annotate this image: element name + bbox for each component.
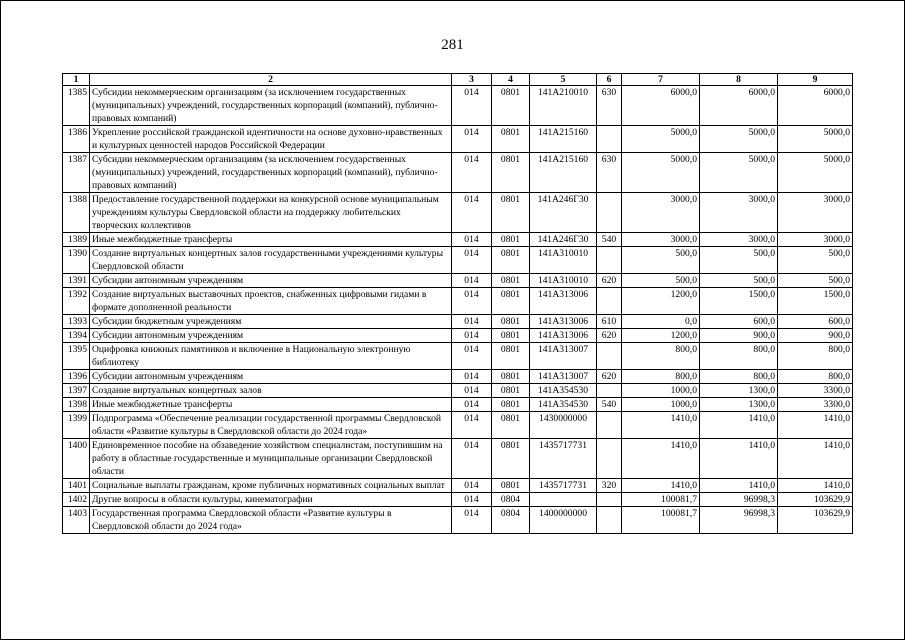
row-number-cell: 1389 [63, 233, 90, 247]
target-article-cell: 1400000000 [530, 507, 597, 534]
row-name-cell: Субсидии некоммерческим организациям (за исключением государственных (муниципальных) учреждений, государственных корпораций (компаний), публично-правовых компаний) [90, 86, 452, 126]
table-row [63, 193, 853, 233]
row-name-cell: Укрепление российской гражданской идентичности на основе духовно-нравственных и культурных ценностей народов Российской Федерации [90, 126, 452, 153]
amount-year-3-cell: 3000,0 [778, 233, 853, 247]
expense-type-cell: 540 [597, 233, 622, 247]
row-number-cell: 1399 [63, 412, 90, 439]
expense-type-cell [597, 507, 622, 534]
target-article-cell: 1435717731 [530, 479, 597, 493]
target-article-cell [530, 493, 597, 507]
section-code-cell: 0801 [492, 479, 530, 493]
header-col-9: 9 [778, 74, 853, 86]
amount-year-3-cell: 500,0 [778, 274, 853, 288]
section-code-cell: 0801 [492, 439, 530, 479]
amount-year-2-cell: 800,0 [700, 370, 778, 384]
section-code-cell: 0801 [492, 126, 530, 153]
amount-year-3-cell: 1500,0 [778, 288, 853, 315]
row-name-cell: Единовременное пособие на обзаведение хозяйством специалистам, поступившим на работу в областные государственные и муниципальные организации Свердловской области [90, 439, 452, 479]
row-number-cell: 1397 [63, 384, 90, 398]
amount-year-3-cell: 3300,0 [778, 398, 853, 412]
target-article-cell: 141А215160 [530, 153, 597, 193]
expense-type-cell: 620 [597, 370, 622, 384]
section-code-cell: 0801 [492, 370, 530, 384]
ministry-code-cell: 014 [452, 233, 492, 247]
amount-year-3-cell: 1410,0 [778, 479, 853, 493]
ministry-code-cell: 014 [452, 398, 492, 412]
amount-year-1-cell: 0,0 [622, 315, 700, 329]
target-article-cell: 141А313006 [530, 315, 597, 329]
amount-year-2-cell: 1410,0 [700, 439, 778, 479]
row-name-cell: Предоставление государственной поддержки на конкурсной основе муниципальным учреждениям культуры Свердловской области на поддержку любительских творческих коллективов [90, 193, 452, 233]
row-number-cell: 1402 [63, 493, 90, 507]
amount-year-3-cell: 5000,0 [778, 153, 853, 193]
ministry-code-cell: 014 [452, 247, 492, 274]
ministry-code-cell: 014 [452, 507, 492, 534]
amount-year-1-cell: 100081,7 [622, 493, 700, 507]
section-code-cell: 0801 [492, 315, 530, 329]
target-article-cell: 1430000000 [530, 412, 597, 439]
amount-year-3-cell: 6000,0 [778, 86, 853, 126]
ministry-code-cell: 014 [452, 370, 492, 384]
table-row [63, 493, 853, 507]
target-article-cell: 141А246Г30 [530, 193, 597, 233]
amount-year-3-cell: 103629,9 [778, 493, 853, 507]
section-code-cell: 0804 [492, 507, 530, 534]
amount-year-1-cell: 800,0 [622, 343, 700, 370]
ministry-code-cell: 014 [452, 384, 492, 398]
amount-year-2-cell: 5000,0 [700, 126, 778, 153]
row-name-cell: Создание виртуальных концертных залов [90, 384, 452, 398]
amount-year-3-cell: 3000,0 [778, 193, 853, 233]
amount-year-2-cell: 600,0 [700, 315, 778, 329]
ministry-code-cell: 014 [452, 153, 492, 193]
target-article-cell: 141А310010 [530, 247, 597, 274]
row-number-cell: 1398 [63, 398, 90, 412]
amount-year-2-cell: 1500,0 [700, 288, 778, 315]
target-article-cell: 1435717731 [530, 439, 597, 479]
amount-year-2-cell: 3000,0 [700, 233, 778, 247]
table-row [63, 479, 853, 493]
amount-year-1-cell: 1000,0 [622, 398, 700, 412]
header-col-8: 8 [700, 74, 778, 86]
table-row [63, 384, 853, 398]
amount-year-1-cell: 1200,0 [622, 288, 700, 315]
row-number-cell: 1390 [63, 247, 90, 274]
row-name-cell: Другие вопросы в области культуры, кинематографии [90, 493, 452, 507]
row-name-cell: Субсидии автономным учреждениям [90, 274, 452, 288]
expense-type-cell: 320 [597, 479, 622, 493]
table-row [63, 329, 853, 343]
amount-year-1-cell: 1200,0 [622, 329, 700, 343]
target-article-cell: 141А246Г30 [530, 233, 597, 247]
table-body [63, 86, 853, 534]
header-col-3: 3 [452, 74, 492, 86]
ministry-code-cell: 014 [452, 329, 492, 343]
amount-year-1-cell: 5000,0 [622, 126, 700, 153]
amount-year-1-cell: 500,0 [622, 274, 700, 288]
section-code-cell: 0801 [492, 86, 530, 126]
header-col-1: 1 [63, 74, 90, 86]
row-name-cell: Государственная программа Свердловской области «Развитие культуры в Свердловской области до 2024 года» [90, 507, 452, 534]
amount-year-1-cell: 1410,0 [622, 412, 700, 439]
table-row [63, 507, 853, 534]
amount-year-2-cell: 3000,0 [700, 193, 778, 233]
expense-type-cell [597, 493, 622, 507]
amount-year-1-cell: 6000,0 [622, 86, 700, 126]
section-code-cell: 0801 [492, 343, 530, 370]
expense-type-cell [597, 384, 622, 398]
table-row [63, 274, 853, 288]
row-name-cell: Социальные выплаты гражданам, кроме публичных нормативных социальных выплат [90, 479, 452, 493]
header-col-6: 6 [597, 74, 622, 86]
amount-year-2-cell: 500,0 [700, 274, 778, 288]
target-article-cell: 141А313007 [530, 370, 597, 384]
expense-type-cell [597, 439, 622, 479]
table-row [63, 315, 853, 329]
target-article-cell: 141А215160 [530, 126, 597, 153]
amount-year-2-cell: 6000,0 [700, 86, 778, 126]
target-article-cell: 141А354530 [530, 398, 597, 412]
table-row [63, 153, 853, 193]
row-number-cell: 1386 [63, 126, 90, 153]
row-number-cell: 1393 [63, 315, 90, 329]
amount-year-2-cell: 1410,0 [700, 412, 778, 439]
amount-year-2-cell: 1300,0 [700, 398, 778, 412]
amount-year-1-cell: 800,0 [622, 370, 700, 384]
page-number: 281 [441, 37, 464, 53]
expense-type-cell [597, 343, 622, 370]
row-name-cell: Иные межбюджетные трансферты [90, 398, 452, 412]
ministry-code-cell: 014 [452, 439, 492, 479]
table-row [63, 370, 853, 384]
table-row [63, 126, 853, 153]
amount-year-2-cell: 900,0 [700, 329, 778, 343]
row-name-cell: Субсидии автономным учреждениям [90, 370, 452, 384]
amount-year-3-cell: 900,0 [778, 329, 853, 343]
expense-type-cell [597, 247, 622, 274]
table-row [63, 233, 853, 247]
row-name-cell: Субсидии автономным учреждениям [90, 329, 452, 343]
row-number-cell: 1395 [63, 343, 90, 370]
ministry-code-cell: 014 [452, 193, 492, 233]
target-article-cell: 141А313006 [530, 329, 597, 343]
amount-year-2-cell: 1300,0 [700, 384, 778, 398]
amount-year-3-cell: 800,0 [778, 370, 853, 384]
expense-type-cell: 540 [597, 398, 622, 412]
section-code-cell: 0801 [492, 412, 530, 439]
amount-year-2-cell: 500,0 [700, 247, 778, 274]
amount-year-2-cell: 96998,3 [700, 507, 778, 534]
amount-year-3-cell: 3300,0 [778, 384, 853, 398]
amount-year-3-cell: 1410,0 [778, 412, 853, 439]
amount-year-2-cell: 5000,0 [700, 153, 778, 193]
header-col-2: 2 [90, 74, 452, 86]
amount-year-1-cell: 500,0 [622, 247, 700, 274]
amount-year-3-cell: 103629,9 [778, 507, 853, 534]
table-row [63, 412, 853, 439]
section-code-cell: 0801 [492, 384, 530, 398]
amount-year-1-cell: 1410,0 [622, 439, 700, 479]
amount-year-1-cell: 1000,0 [622, 384, 700, 398]
section-code-cell: 0801 [492, 329, 530, 343]
table-row [63, 439, 853, 479]
budget-table [62, 73, 853, 534]
ministry-code-cell: 014 [452, 288, 492, 315]
row-number-cell: 1396 [63, 370, 90, 384]
ministry-code-cell: 014 [452, 126, 492, 153]
table-row [63, 247, 853, 274]
expense-type-cell: 620 [597, 329, 622, 343]
table-header [63, 74, 853, 86]
expense-type-cell [597, 126, 622, 153]
ministry-code-cell: 014 [452, 493, 492, 507]
header-col-5: 5 [530, 74, 597, 86]
section-code-cell: 0801 [492, 193, 530, 233]
expense-type-cell [597, 412, 622, 439]
amount-year-1-cell: 3000,0 [622, 193, 700, 233]
expense-type-cell [597, 288, 622, 315]
row-name-cell: Создание виртуальных концертных залов государственными учреждениями культуры Свердловской области [90, 247, 452, 274]
amount-year-3-cell: 800,0 [778, 343, 853, 370]
section-code-cell: 0801 [492, 233, 530, 247]
amount-year-3-cell: 5000,0 [778, 126, 853, 153]
section-code-cell: 0801 [492, 398, 530, 412]
table-row [63, 343, 853, 370]
expense-type-cell [597, 193, 622, 233]
amount-year-3-cell: 500,0 [778, 247, 853, 274]
ministry-code-cell: 014 [452, 479, 492, 493]
ministry-code-cell: 014 [452, 86, 492, 126]
row-number-cell: 1387 [63, 153, 90, 193]
row-number-cell: 1400 [63, 439, 90, 479]
target-article-cell: 141А354530 [530, 384, 597, 398]
ministry-code-cell: 014 [452, 274, 492, 288]
section-code-cell: 0801 [492, 274, 530, 288]
row-name-cell: Создание виртуальных выставочных проектов, снабженных цифровыми гидами в формате дополненной реальности [90, 288, 452, 315]
amount-year-1-cell: 5000,0 [622, 153, 700, 193]
table-row [63, 86, 853, 126]
row-number-cell: 1392 [63, 288, 90, 315]
target-article-cell: 141А210010 [530, 86, 597, 126]
row-number-cell: 1385 [63, 86, 90, 126]
expense-type-cell: 630 [597, 153, 622, 193]
row-name-cell: Субсидии некоммерческим организациям (за исключением государственных (муниципальных) учреждений, государственных корпораций (компаний), публично-правовых компаний) [90, 153, 452, 193]
section-code-cell: 0801 [492, 247, 530, 274]
section-code-cell: 0801 [492, 153, 530, 193]
amount-year-1-cell: 100081,7 [622, 507, 700, 534]
table-row [63, 398, 853, 412]
header-col-4: 4 [492, 74, 530, 86]
header-col-7: 7 [622, 74, 700, 86]
amount-year-2-cell: 1410,0 [700, 479, 778, 493]
expense-type-cell: 610 [597, 315, 622, 329]
expense-type-cell: 620 [597, 274, 622, 288]
amount-year-1-cell: 3000,0 [622, 233, 700, 247]
amount-year-2-cell: 800,0 [700, 343, 778, 370]
expense-type-cell: 630 [597, 86, 622, 126]
section-code-cell: 0801 [492, 288, 530, 315]
row-name-cell: Подпрограмма «Обеспечение реализации государственной программы Свердловской области «Развитие культуры в Свердловской области до 2024 года» [90, 412, 452, 439]
row-number-cell: 1388 [63, 193, 90, 233]
row-number-cell: 1391 [63, 274, 90, 288]
row-name-cell: Оцифровка книжных памятников и включение в Национальную электронную библиотеку [90, 343, 452, 370]
ministry-code-cell: 014 [452, 343, 492, 370]
target-article-cell: 141А313006 [530, 288, 597, 315]
row-number-cell: 1401 [63, 479, 90, 493]
row-name-cell: Субсидии бюджетным учреждениям [90, 315, 452, 329]
ministry-code-cell: 014 [452, 315, 492, 329]
ministry-code-cell: 014 [452, 412, 492, 439]
target-article-cell: 141А310010 [530, 274, 597, 288]
table-row [63, 288, 853, 315]
header-row [63, 74, 853, 86]
row-number-cell: 1394 [63, 329, 90, 343]
target-article-cell: 141А313007 [530, 343, 597, 370]
row-name-cell: Иные межбюджетные трансферты [90, 233, 452, 247]
amount-year-2-cell: 96998,3 [700, 493, 778, 507]
amount-year-1-cell: 1410,0 [622, 479, 700, 493]
amount-year-3-cell: 600,0 [778, 315, 853, 329]
amount-year-3-cell: 1410,0 [778, 439, 853, 479]
row-number-cell: 1403 [63, 507, 90, 534]
section-code-cell: 0804 [492, 493, 530, 507]
